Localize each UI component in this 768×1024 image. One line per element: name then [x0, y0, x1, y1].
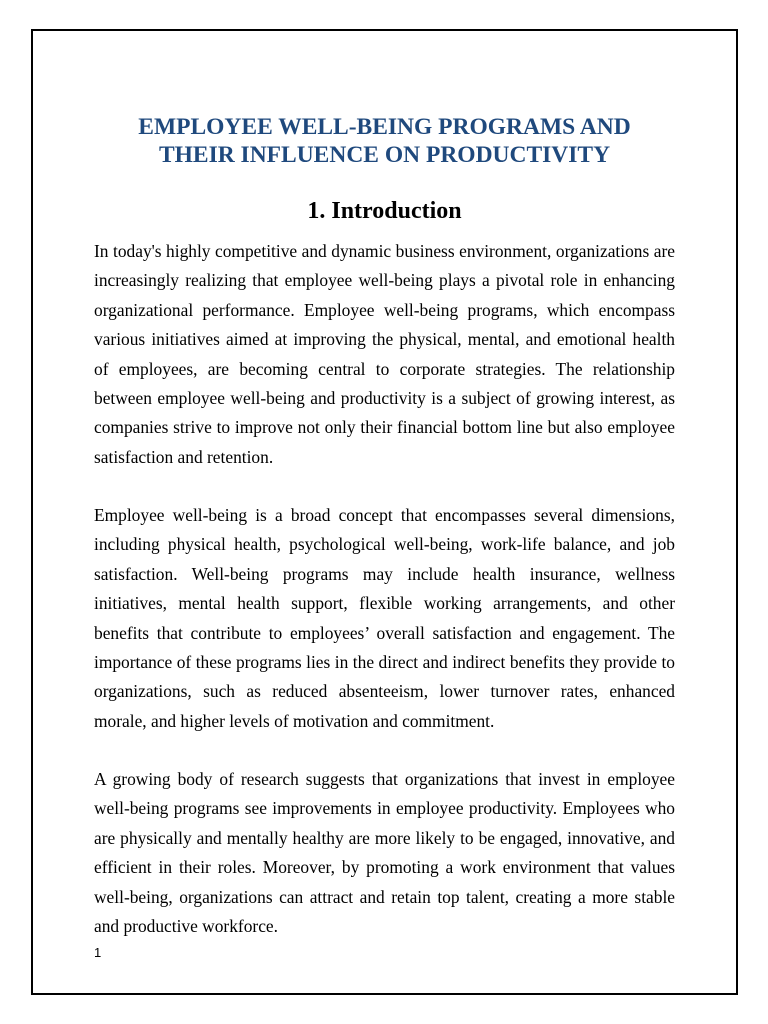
page-frame [31, 29, 738, 995]
page-number: 1 [94, 945, 102, 960]
document-title-line-1: EMPLOYEE WELL-BEING PROGRAMS AND [138, 114, 631, 140]
paragraph-1: In today's highly competitive and dynamic business environment, organizations are increasingly realizing that employee well-being plays a pivotal role in enhancing organizational performance. Employee well-being programs, which encompass various initiatives aimed at improving the physical, mental, and emotional health of employees, are becoming central to corporate strategies. The relationship between employee well-being and productivity is a subject of growing interest, as companies strive to improve not only their financial bottom line but also employee satisfaction and retention. [94, 241, 675, 467]
paragraph-3: A growing body of research suggests that organizations that invest in employee well-being programs see improvements in employee productivity. Employees who are physically and mentally healthy are more likely to be engaged, innovative, and efficient in their roles. Moreover, by promoting a work environment that values well-being, organizations can attract and retain top talent, creating a more stable and productive workforce. [94, 769, 675, 937]
section-heading-introduction: 1. Introduction [307, 198, 462, 224]
document-title [33, 113, 736, 169]
paragraph-2: Employee well-being is a broad concept that encompasses several dimensions, including physical health, psychological well-being, work-life balance, and job satisfaction. Well-being programs may include health insurance, wellness initiatives, mental health support, flexible working arrangements, and other benefits that contribute to employees’ overall satisfaction and engagement. The importance of these programs lies in the direct and indirect benefits they provide to organizations, such as reduced absenteeism, lower turnover rates, enhanced morale, and higher levels of motivation and commitment. [94, 505, 675, 731]
document-title-line-2: THEIR INFLUENCE ON PRODUCTIVITY [158, 142, 611, 168]
